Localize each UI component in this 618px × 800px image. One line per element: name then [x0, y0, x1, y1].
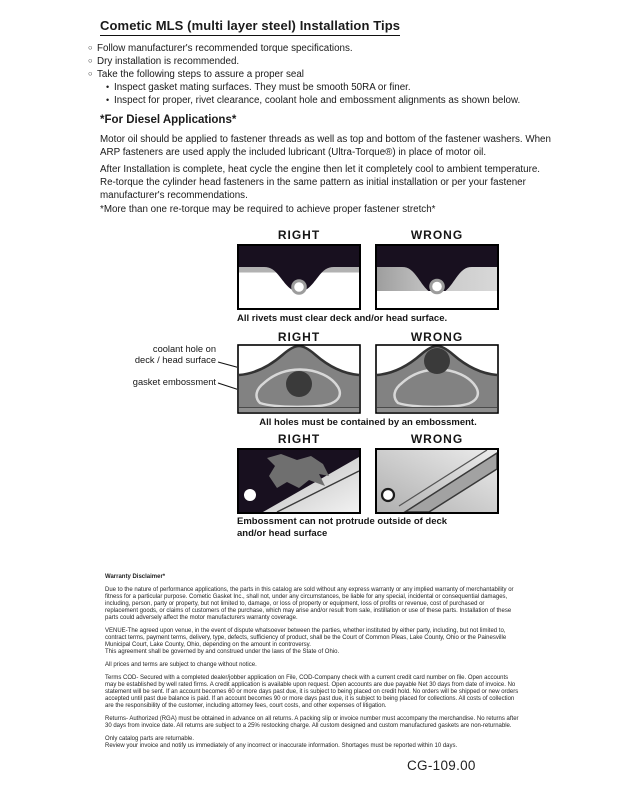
- row1-wrong-label: WRONG: [410, 228, 464, 242]
- diesel-paragraph-1: Motor oil should be applied to fastener threads as well as top and bottom of the fastener washers. When ARP fasteners are used apply the included lubricant (Ultra-Torque®) in place of motor oil.: [100, 134, 551, 158]
- page-code: CG-109.00: [407, 758, 476, 773]
- governing-law-clause: This agreement shall be governed by and construed under the laws of the State of Ohio.: [105, 649, 340, 655]
- annotation-line: deck / head surface: [134, 355, 216, 365]
- circle-bullet-icon: ○: [88, 69, 93, 78]
- annotation-gasket-embossment: gasket embossment: [132, 377, 216, 387]
- catalog-parts-clause: Only catalog parts are returnable.: [105, 736, 195, 742]
- tip-text: Follow manufacturer's recommended torque specifications.: [97, 43, 353, 54]
- row2-right-label: RIGHT: [277, 330, 321, 344]
- protrude-right-image: [237, 448, 361, 514]
- diesel-applications-heading: *For Diesel Applications*: [100, 114, 237, 126]
- row3-caption: Embossment can not protrude outside of deck and/or head surface: [237, 516, 448, 539]
- legal-disclaimer-block: [105, 574, 519, 750]
- annotation-line: coolant hole on: [152, 344, 216, 354]
- prices-clause: All prices and terms are subject to change without notice.: [105, 662, 257, 668]
- list-item: [106, 94, 520, 107]
- tip-text: Inspect gasket mating surfaces. They must be smooth 50RA or finer.: [114, 82, 411, 93]
- installation-tips-sublist: [106, 81, 520, 107]
- rivet-clear-wrong-image: [375, 244, 499, 310]
- retorque-note: *More than one re-torque may be required to achieve proper fastener stretch*: [100, 204, 436, 215]
- warranty-disclaimer-text: Due to the nature of performance applications, the parts in this catalog are sold without any express warranty or any implied warranty of merchantability or fitness for a particular purpose. Cometic Gasket Inc., shall not, under any circumstances, be liable for any special, incidental or consequential damages, including, person, party or property, but not limited to, damage, or loss of property or equipment, loss of profits or revenue, cost of purchased or replacement goods, or claims of customers of the purchase, which may arise and/or result from sale, instillation or use of these parts. Installation of these parts could adversely affect the motor manufacturers warranty coverage.: [105, 587, 514, 621]
- row1-caption: All rivets must clear deck and/or head surface.: [237, 313, 448, 324]
- dot-bullet-icon: •: [106, 82, 110, 92]
- diagram-row1-wrong: [375, 244, 499, 310]
- diagram-row2-right: [237, 344, 361, 414]
- dot-bullet-icon: •: [106, 95, 110, 105]
- diagram-row3-wrong: [375, 448, 499, 514]
- row2-wrong-label: WRONG: [410, 330, 464, 344]
- venue-clause: VENUE-The agreed upon venue, in the event of dispute whatsoever between the parties, whether instituted by either party, including, but not limited to, contract terms, payment terms, delivery, type, defects, sufficiency of product, shall be the Court of Common Pleas, Lake County, Ohio or the Painesville Municipal Court, Lake County, Ohio, depending on the amount in controversy.: [105, 628, 507, 648]
- tip-text: Take the following steps to assure a proper seal: [97, 69, 304, 80]
- row3-wrong-label: WRONG: [410, 432, 464, 446]
- embossment-contained-wrong-image: [375, 344, 499, 414]
- diagram-row2-wrong: [375, 344, 499, 414]
- installation-tips-list: [88, 42, 353, 81]
- annotation-coolant-hole: [106, 344, 216, 366]
- row2-caption: All holes must be contained by an embossment.: [259, 417, 477, 428]
- list-item: [88, 42, 353, 55]
- review-invoice-clause: Review your invoice and notify us immediately of any incorrect or inaccurate information. Shortages must be reported within 10 days.: [105, 743, 458, 749]
- row1-right-label: RIGHT: [277, 228, 321, 242]
- page-title: Cometic MLS (multi layer steel) Installation Tips: [100, 18, 400, 36]
- list-item: [88, 55, 353, 68]
- protrude-wrong-image: [375, 448, 499, 514]
- embossment-contained-right-image: [237, 344, 361, 414]
- list-item: [106, 81, 520, 94]
- tip-text: Inspect for proper, rivet clearance, coolant hole and embossment alignments as shown below.: [114, 95, 521, 106]
- diesel-paragraph-2: After Installation is complete, heat cycle the engine then let it completely cool to ambient temperature. Re-torque the cylinder head fasteners in the same pattern as initial installation or per your fastener manufacturer's recommendations.: [100, 164, 541, 201]
- row3-right-label: RIGHT: [277, 432, 321, 446]
- terms-cod-clause: Terms COD- Secured with a completed dealer/jobber application on File, COD-Company check with a current credit card number on file. Open accounts may be established by well rated firms. A credit application is available upon request. Open accounts are due payable Net 30 days from date of invoice. No statement will be sent. If an account becomes 60 or more days past due, it is subject to being placed on credit hold. No orders will be shipped or new orders accepted until past due balance is paid. If an account becomes 90 or more days past due, it is subject to being placed for collections. All costs of collection are the responsibility of the customer, including attorney fees, court costs, and other expenses of litigation.: [105, 675, 519, 709]
- list-item: [88, 68, 353, 81]
- returns-clause: Returns- Authorized (RGA) must be obtained in advance on all returns. A packing slip or invoice number must accompany the merchandise. No returns after 30 days from invoice date. All returns are subject to a 25% restocking charge. All custom designed and custom manufactured gaskets are non-returnable.: [105, 716, 519, 729]
- rivet-clear-right-image: [237, 244, 361, 310]
- circle-bullet-icon: ○: [88, 56, 93, 65]
- tip-text: Dry installation is recommended.: [97, 56, 240, 67]
- warranty-disclaimer-heading: Warranty Disclaimer*: [105, 574, 166, 580]
- diagram-row3-right: [237, 448, 361, 514]
- diagram-row1-right: [237, 244, 361, 310]
- circle-bullet-icon: ○: [88, 43, 93, 52]
